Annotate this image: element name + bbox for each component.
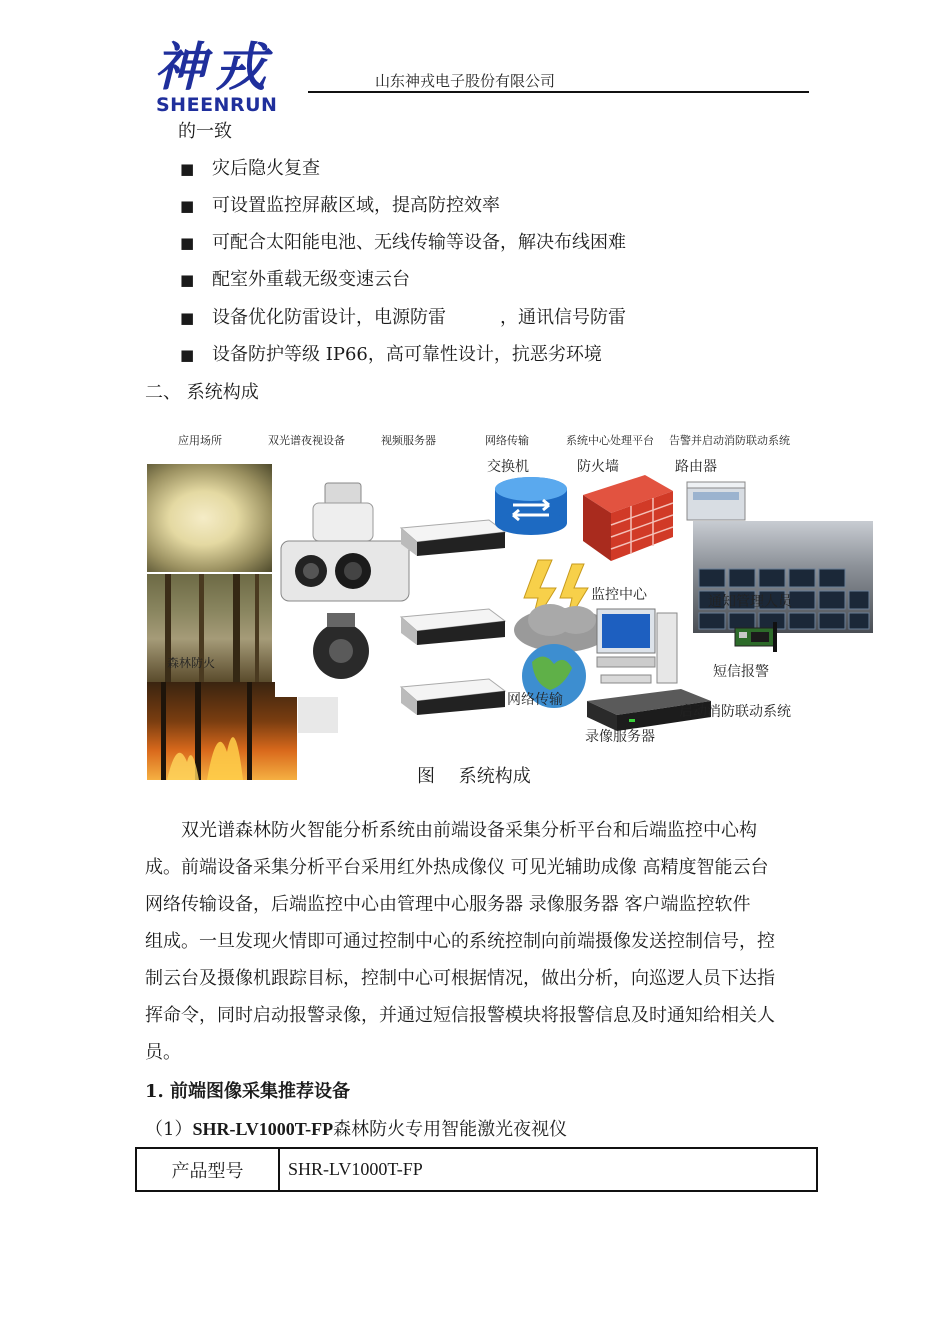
section-heading-1: [145, 1080, 350, 1104]
paragraph-line: 网络传输设备，后端监控中心由管理中心服务器 录像服务器 客户端监控软件: [145, 894, 751, 915]
product-heading-number: （1）: [145, 1119, 193, 1140]
header-company-name: 山东神戎电子股份有限公司: [375, 72, 556, 90]
router-icon: [685, 480, 747, 524]
bullet-marker: ■: [180, 346, 195, 364]
bullet-marker: ■: [180, 234, 195, 252]
camera-mount: [298, 697, 338, 733]
continuation-text: 的一致: [178, 121, 232, 142]
firewall-label: 防火墙: [577, 459, 619, 475]
diagram-column-label: 系统中心处理平台: [566, 434, 654, 447]
bullet-item: 设备防护等级 IP66，高可靠性设计，抗恶劣环境: [212, 344, 602, 365]
bullet-item: 设备优化防雷设计，电源防雷 ，通讯信号防雷: [212, 307, 626, 328]
switch-icon: [493, 475, 569, 537]
company-logo: [150, 38, 285, 118]
bullet-marker: ■: [180, 197, 195, 215]
monitor-center-label: 监控中心: [591, 587, 647, 603]
workstation-icon: [593, 605, 681, 689]
bullet-marker: ■: [180, 271, 195, 289]
table-row: [136, 1148, 817, 1191]
diagram-column-label: 视频服务器: [381, 434, 436, 447]
diagram-column-label: 网络传输: [485, 434, 529, 447]
paragraph-line: 挥命令，同时启动报警录像，并通过短信报警模块将报警信息及时通知给相关人: [145, 1005, 775, 1026]
header-rule: [308, 91, 809, 93]
forest-fire-label: 森林防火: [167, 656, 216, 670]
product-heading: [145, 1117, 567, 1142]
bullet-marker: ■: [180, 160, 195, 178]
video-server-icon: [397, 677, 509, 717]
logo-english-text: SHEENRUN: [156, 94, 278, 116]
paragraph-line: 员。: [145, 1042, 181, 1063]
recorder-label: 录像服务器: [585, 729, 655, 745]
fire-linkage-label: 启动消防联动系统: [679, 704, 791, 720]
diagram-column-label: 应用场所: [178, 434, 222, 447]
spec-key: 产品型号: [136, 1148, 279, 1191]
system-diagram: [145, 425, 875, 780]
description-paragraph: [145, 812, 810, 1071]
section-heading-1-text: 1. 前端图像采集推荐设备: [145, 1081, 351, 1102]
spec-table: [135, 1147, 818, 1192]
router-label: 路由器: [675, 459, 717, 475]
diagram-column-label: 双光谱夜视设备: [268, 434, 345, 447]
bullet-item: 可配合太阳能电池、无线传输等设备，解决布线困难: [212, 232, 626, 253]
smoke-photo: [147, 464, 272, 572]
paragraph-line: 组成。一旦发现火情即可通过控制中心的系统控制向前端摄像发送控制信号，控: [145, 931, 775, 952]
bullet-item: 灾后隐火复查: [212, 158, 320, 179]
paragraph-line: 成。前端设备采集分析平台采用红外热成像仪 可见光辅助成像 高精度智能云台: [145, 857, 769, 878]
notify-staff-label: 通知管理人员: [708, 594, 792, 610]
product-heading-title: 森林防火专用智能激光夜视仪: [333, 1119, 568, 1140]
monitoring-wall-photo: [693, 521, 873, 633]
bullet-item: 配室外重载无级变速云台: [212, 269, 410, 290]
spec-value: SHR-LV1000T-FP: [279, 1148, 817, 1191]
firewall-icon: [583, 475, 673, 561]
logo-chinese-text: 神戎: [154, 37, 275, 98]
network-label: 网络传输: [507, 692, 563, 708]
sms-alarm-label: 短信报警: [713, 664, 769, 680]
paragraph-line: 制云台及摄像机跟踪目标，控制中心可根据情况，做出分析，向巡逻人员下达指: [145, 968, 775, 989]
bullet-item: 可设置监控屏蔽区域，提高防控效率: [212, 195, 500, 216]
bullet-marker: ■: [180, 309, 195, 327]
product-heading-model: SHR-LV1000T-FP: [192, 1119, 334, 1139]
video-server-icon: [397, 607, 509, 647]
switch-label: 交换机: [487, 459, 529, 475]
section-heading-2: 二、 系统构成: [145, 382, 259, 403]
diagram-column-label: 告警并启动消防联动系统: [669, 434, 790, 447]
figure-caption: 图 系统构成: [417, 766, 531, 787]
night-vision-device: [275, 475, 411, 697]
paragraph-line: 双光谱森林防火智能分析系统由前端设备采集分析平台和后端监控中心构: [145, 820, 757, 841]
sms-module-icon: [733, 622, 779, 652]
